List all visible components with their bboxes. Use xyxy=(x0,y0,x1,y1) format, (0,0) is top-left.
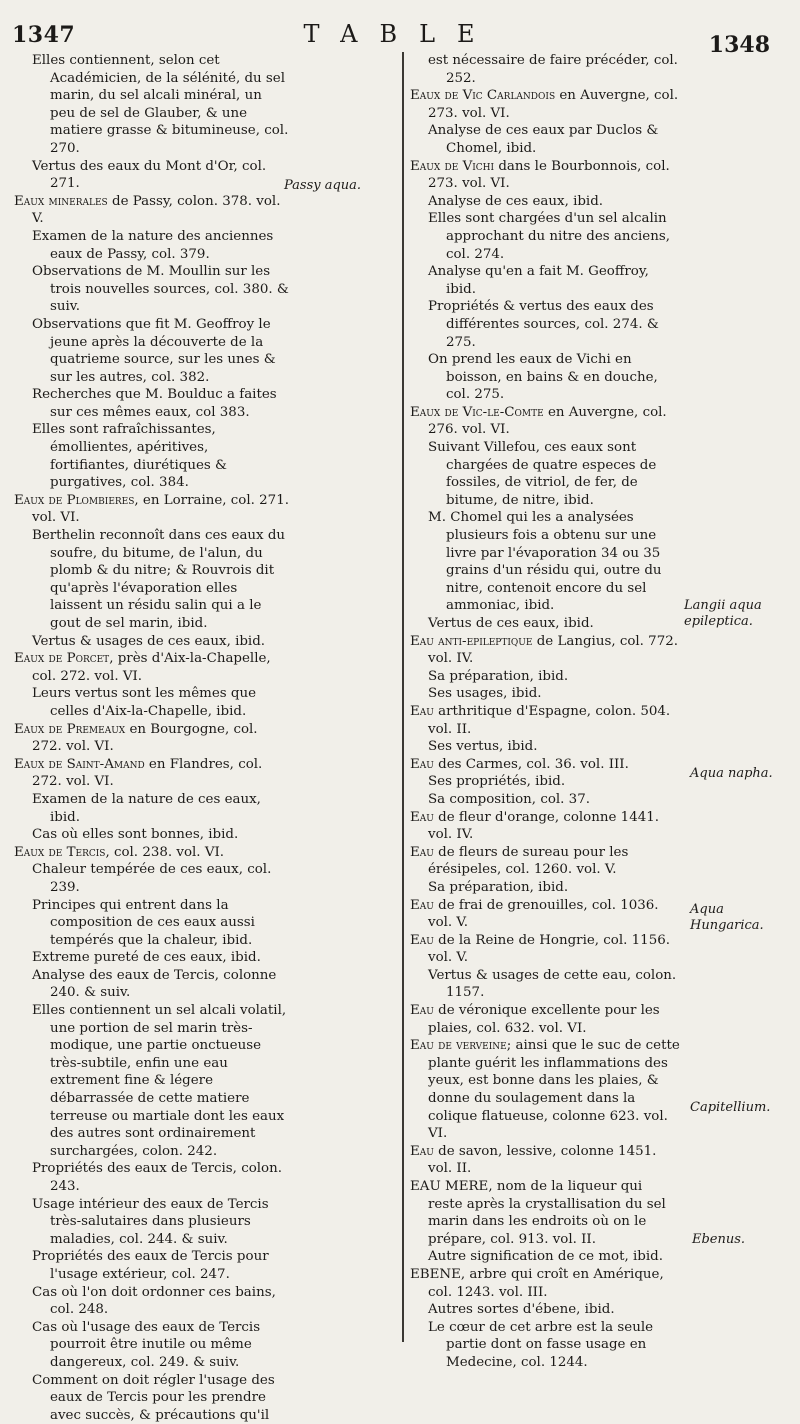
entry-heading: Eau xyxy=(410,809,434,825)
index-subentry xyxy=(14,1248,290,1283)
index-subentry xyxy=(410,967,680,1002)
entry-text: Propriétés des eaux de Tercis, colon. 243. xyxy=(32,1161,282,1194)
entry-text: Examen de la nature des anciennes eaux de Passy, col. 379. xyxy=(32,228,274,262)
entry-text: en Auvergne, col. 273. vol. VI. xyxy=(428,88,679,121)
index-subentry xyxy=(14,386,290,421)
entry-text: Ses vertus, ibid. xyxy=(428,739,538,755)
margin-note-napha: Aqua napha. xyxy=(690,766,773,781)
index-entry xyxy=(410,897,680,932)
index-entry xyxy=(14,193,290,228)
index-subentry xyxy=(410,298,680,351)
index-subentry xyxy=(410,791,680,809)
index-entry xyxy=(410,404,680,439)
entry-text: de fleurs de sureau pour les érésipeles, col. 1260. vol. V. xyxy=(428,844,629,878)
entry-text: Analyse des eaux de Tercis, colonne 240. & suiv. xyxy=(32,967,277,1001)
entry-text: Vertus de ces eaux, ibid. xyxy=(428,616,594,631)
index-subentry xyxy=(410,668,680,686)
index-subentry xyxy=(410,738,680,756)
entry-text: Usage intérieur des eaux de Tercis très-salutaires dans plusieurs maladies, col. 244. & suiv. xyxy=(32,1196,269,1247)
entry-text: de fleur d'orange, colonne 1441. vol. IV. xyxy=(428,809,660,843)
column-divider xyxy=(402,52,404,1342)
index-subentry xyxy=(14,1284,290,1319)
entry-text: Principes qui entrent dans la composition de ces eaux aussi tempérés que la chaleur, ibid. xyxy=(32,897,255,948)
index-subentry xyxy=(14,52,290,158)
entry-text: Extreme pureté de ces eaux, ibid. xyxy=(32,950,261,966)
index-subentry xyxy=(410,193,680,211)
index-subentry xyxy=(410,1301,680,1319)
entry-text: Propriétés & vertus des eaux des différentes sources, col. 274. & 275. xyxy=(428,299,659,350)
entry-text: Suivant Villefou, ces eaux sont chargées de quatre especes de fossiles, de vitriol, de fer, de bitume, de nitre, ibid. xyxy=(428,440,657,508)
entry-heading: Eaux de Premeaux xyxy=(14,721,126,737)
entry-heading: Eaux de Saint-Amand xyxy=(14,756,145,772)
entry-heading: Eau de verveine xyxy=(410,1038,507,1054)
index-subentry xyxy=(410,1319,680,1372)
index-subentry xyxy=(14,158,290,193)
index-entry xyxy=(14,844,290,862)
index-subentry xyxy=(410,773,680,791)
index-subentry xyxy=(410,210,680,263)
entry-text: en Auvergne, col. 276. vol. VI. xyxy=(428,404,667,438)
entry-heading: Eaux de Vic Carlandois xyxy=(410,88,556,104)
entry-text: de savon, lessive, colonne 1451. vol. II. xyxy=(428,1143,657,1177)
index-subentry xyxy=(410,122,680,157)
entry-text: , en Lorraine, col. 271. vol. VI. xyxy=(32,492,289,526)
entry-text: Examen de la nature de ces eaux, ibid. xyxy=(32,791,261,825)
index-entry xyxy=(410,1002,680,1037)
entry-heading: Eau xyxy=(410,703,434,719)
index-entry xyxy=(14,721,290,756)
index-subentry xyxy=(410,615,680,633)
index-subentry xyxy=(14,861,290,896)
index-subentry xyxy=(14,1319,290,1372)
index-subentry xyxy=(410,1248,680,1266)
entry-heading: Eau xyxy=(410,1003,434,1019)
entry-text: Elles sont rafraîchissantes, émollientes, apéritives, fortifiantes, diurétiques & purgatives, col. 384. xyxy=(32,422,227,491)
index-subentry xyxy=(14,897,290,950)
entry-text: Autres sortes d'ébene, ibid. xyxy=(428,1302,615,1318)
index-subentry xyxy=(14,527,290,633)
entry-heading: Eau anti-epileptique xyxy=(410,633,533,649)
entry-text: Vertus & usages de cette eau, colon. 1157. xyxy=(428,967,677,1001)
entry-heading: Eaux de Tercis xyxy=(14,844,106,860)
entry-text: Cas où l'on doit ordonner ces bains, col. 248. xyxy=(32,1284,276,1318)
entry-text: Vertus & usages de ces eaux, ibid. xyxy=(32,633,266,649)
entry-text: Elles contiennent un sel alcali volatil, une portion de sel marin très-modique, une partie onctueuse très-subtile, enfin une eau extrement fine & légere débarrassée de cette matiere terreuse ou martiale dont les eaux des autres sont ordinairement surchargées, colon. 242. xyxy=(32,1003,287,1159)
index-entry xyxy=(14,650,290,685)
entry-heading: Eaux de Porcet xyxy=(14,651,110,667)
entry-text: des Carmes, col. 36. vol. III. xyxy=(433,756,629,772)
index-subentry xyxy=(14,1160,290,1195)
entry-heading: Eau xyxy=(410,1143,434,1159)
entry-text: Chaleur tempérée de ces eaux, col. 239. xyxy=(32,862,272,895)
index-subentry xyxy=(14,949,290,967)
index-entry xyxy=(410,87,680,122)
entry-text: en Bourgogne, col. 272. vol. VI. xyxy=(32,721,258,755)
entry-text: On prend les eaux de Vichi en boisson, en bains & en douche, col. 275. xyxy=(428,352,658,403)
index-entry xyxy=(410,1178,680,1248)
index-entry xyxy=(14,756,290,791)
entry-text: de frai de grenouilles, col. 1036. vol. V. xyxy=(428,897,659,931)
margin-note-hungarica: Aqua Hungarica. xyxy=(690,902,764,933)
index-subentry xyxy=(410,439,680,509)
entry-text: Le cœur de cet arbre est la seule partie dont on fasse usage en Medecine, col. 1244. xyxy=(428,1319,654,1370)
entry-text: Analyse de ces eaux, ibid. xyxy=(428,193,604,209)
margin-note-langii: Langii aqua epileptica. xyxy=(684,598,762,629)
entry-text: M. Chomel qui les a analysées plusieurs fois a obtenu sur une livre par l'évaporation 34 ou 35 grains d'un résidu qui, outre du nitre, contenoit encore du sel ammoniac, ibid. xyxy=(428,510,662,614)
index-subentry xyxy=(410,52,680,87)
index-subentry xyxy=(410,509,680,615)
index-subentry xyxy=(14,1196,290,1249)
entry-text: Analyse de ces eaux par Duclos & Chomel, ibid. xyxy=(428,123,659,156)
entry-text: Ses usages, ibid. xyxy=(428,686,542,702)
entry-text: Elles contiennent, selon cet Académicien, de la sélénité, du sel marin, du sel alcali minéral, un peu de sel de Glauber, & une matiere grasse & bitumineuse, col. 270. xyxy=(32,53,289,156)
index-subentry xyxy=(14,421,290,491)
right-column xyxy=(410,52,680,1372)
index-entry xyxy=(410,1266,680,1301)
entry-text: Propriétés des eaux de Tercis pour l'usage extérieur, col. 247. xyxy=(32,1249,269,1282)
entry-text: , près d'Aix-la-Chapelle, col. 272. vol. VI. xyxy=(32,651,271,684)
index-subentry xyxy=(410,685,680,703)
index-entry xyxy=(410,932,680,967)
index-subentry xyxy=(14,316,290,386)
entry-heading: Eau xyxy=(410,897,434,913)
index-subentry xyxy=(410,351,680,404)
entry-text: Elles sont chargées d'un sel alcalin approchant du nitre des anciens, col. 274. xyxy=(428,211,670,262)
page-number-right: 1348 xyxy=(708,32,770,58)
entry-text: Cas où elles sont bonnes, ibid. xyxy=(32,827,239,843)
entry-text: Analyse qu'en a fait M. Geoffroy, ibid. xyxy=(428,264,649,297)
entry-text: Leurs vertus sont les mêmes que celles d'Aix-la-Chapelle, ibid. xyxy=(32,686,257,719)
entry-heading: Eaux de Plombieres xyxy=(14,492,135,508)
index-subentry xyxy=(14,1372,290,1424)
entry-heading: Eaux de Vichi xyxy=(410,158,495,174)
entry-text: Recherches que M. Boulduc a faites sur ces mêmes eaux, col 383. xyxy=(32,387,277,420)
entry-text: Observations de M. Moullin sur les trois nouvelles sources, col. 380. & suiv. xyxy=(32,264,289,315)
entry-text: Ses propriétés, ibid. xyxy=(428,774,566,790)
entry-text: Sa préparation, ibid. xyxy=(428,879,569,895)
entry-heading: Eau xyxy=(410,932,434,948)
index-entry xyxy=(14,492,290,527)
left-column xyxy=(14,52,290,1424)
index-subentry xyxy=(14,1002,290,1160)
entry-heading: Eaux minerales xyxy=(14,193,108,209)
index-entry xyxy=(410,1143,680,1178)
index-entry xyxy=(410,158,680,193)
index-subentry xyxy=(14,263,290,316)
entry-text: ; ainsi que le suc de cette plante guérit les inflammations des yeux, est bonne dans les plaies, & donne du soulagement dans la colique flatueuse, colonne 623. vol. VI. xyxy=(428,1038,680,1142)
entry-text: Vertus des eaux du Mont d'Or, col. 271. xyxy=(32,158,267,192)
entry-heading: Eaux de Vic-le-Comte xyxy=(410,404,544,420)
entry-heading: Eau xyxy=(410,844,434,860)
entry-text: Observations que fit M. Geoffroy le jeune après la découverte de la quatrieme source, sur les unes & sur les autres, col. 382. xyxy=(32,316,276,385)
index-entry xyxy=(410,703,680,738)
entry-text: Sa composition, col. 37. xyxy=(428,791,590,807)
index-entry xyxy=(410,844,680,879)
page-number-left: 1347 xyxy=(12,22,76,48)
index-entry xyxy=(410,809,680,844)
entry-heading: Eau xyxy=(410,756,434,772)
entry-text: Berthelin reconnoît dans ces eaux du soufre, du bitume, de l'alun, du plomb & du nitre; & Rouvrois dit qu'après l'évaporation elles laissent un résidu salin qui a le gout de sel marin, ibid. xyxy=(32,528,286,631)
index-entry xyxy=(410,1037,680,1143)
index-entry xyxy=(410,756,680,774)
index-subentry xyxy=(14,826,290,844)
entry-text: est nécessaire de faire précéder, col. 252. xyxy=(428,53,678,86)
entry-text: arthritique d'Espagne, colon. 504. vol. II. xyxy=(428,703,671,737)
entry-text: de Passy, colon. 378. vol. V. xyxy=(32,193,281,227)
entry-text: Sa préparation, ibid. xyxy=(428,668,569,684)
page-title: TABLE xyxy=(303,20,497,48)
entry-text: , nom de la liqueur qui reste après la crystallisation du sel marin dans les endroits où on le prépare, col. 913. vol. II. xyxy=(428,1179,666,1247)
entry-text: de la Reine de Hongrie, col. 1156. vol. V. xyxy=(428,932,670,966)
entry-text: , arbre qui croît en Amérique, col. 1243. vol. III. xyxy=(428,1266,664,1300)
index-subentry xyxy=(14,685,290,720)
entry-text: Comment on doit régler l'usage des eaux de Tercis pour les prendre avec succès, & précautions qu'il xyxy=(32,1372,275,1423)
page-header xyxy=(0,18,800,58)
index-subentry xyxy=(410,263,680,298)
entry-heading: EAU MERE xyxy=(410,1179,489,1194)
entry-text: Autre signification de ce mot, ibid. xyxy=(428,1249,663,1265)
entry-heading: EBENE xyxy=(410,1266,461,1282)
entry-text: dans le Bourbonnois, col. 273. vol. VI. xyxy=(428,158,670,192)
entry-text: de véronique excellente pour les plaies, col. 632. vol. VI. xyxy=(428,1003,660,1036)
margin-note-ebenus: Ebenus. xyxy=(692,1232,746,1247)
margin-note-capitellium: Capitellium. xyxy=(690,1100,771,1115)
entry-text: , col. 238. vol. VI. xyxy=(105,844,225,860)
margin-note-passy: Passy aqua. xyxy=(284,178,362,193)
index-subentry xyxy=(14,228,290,263)
entry-text: en Flandres, col. 272. vol. VI. xyxy=(32,756,263,790)
index-subentry xyxy=(14,967,290,1002)
index-subentry xyxy=(14,791,290,826)
entry-text: de Langius, col. 772. vol. IV. xyxy=(428,633,678,667)
index-subentry xyxy=(14,633,290,651)
index-subentry xyxy=(410,879,680,897)
entry-text: Cas où l'usage des eaux de Tercis pourroit être inutile ou même dangereux, col. 249. & suiv. xyxy=(32,1319,261,1370)
index-entry xyxy=(410,633,680,668)
